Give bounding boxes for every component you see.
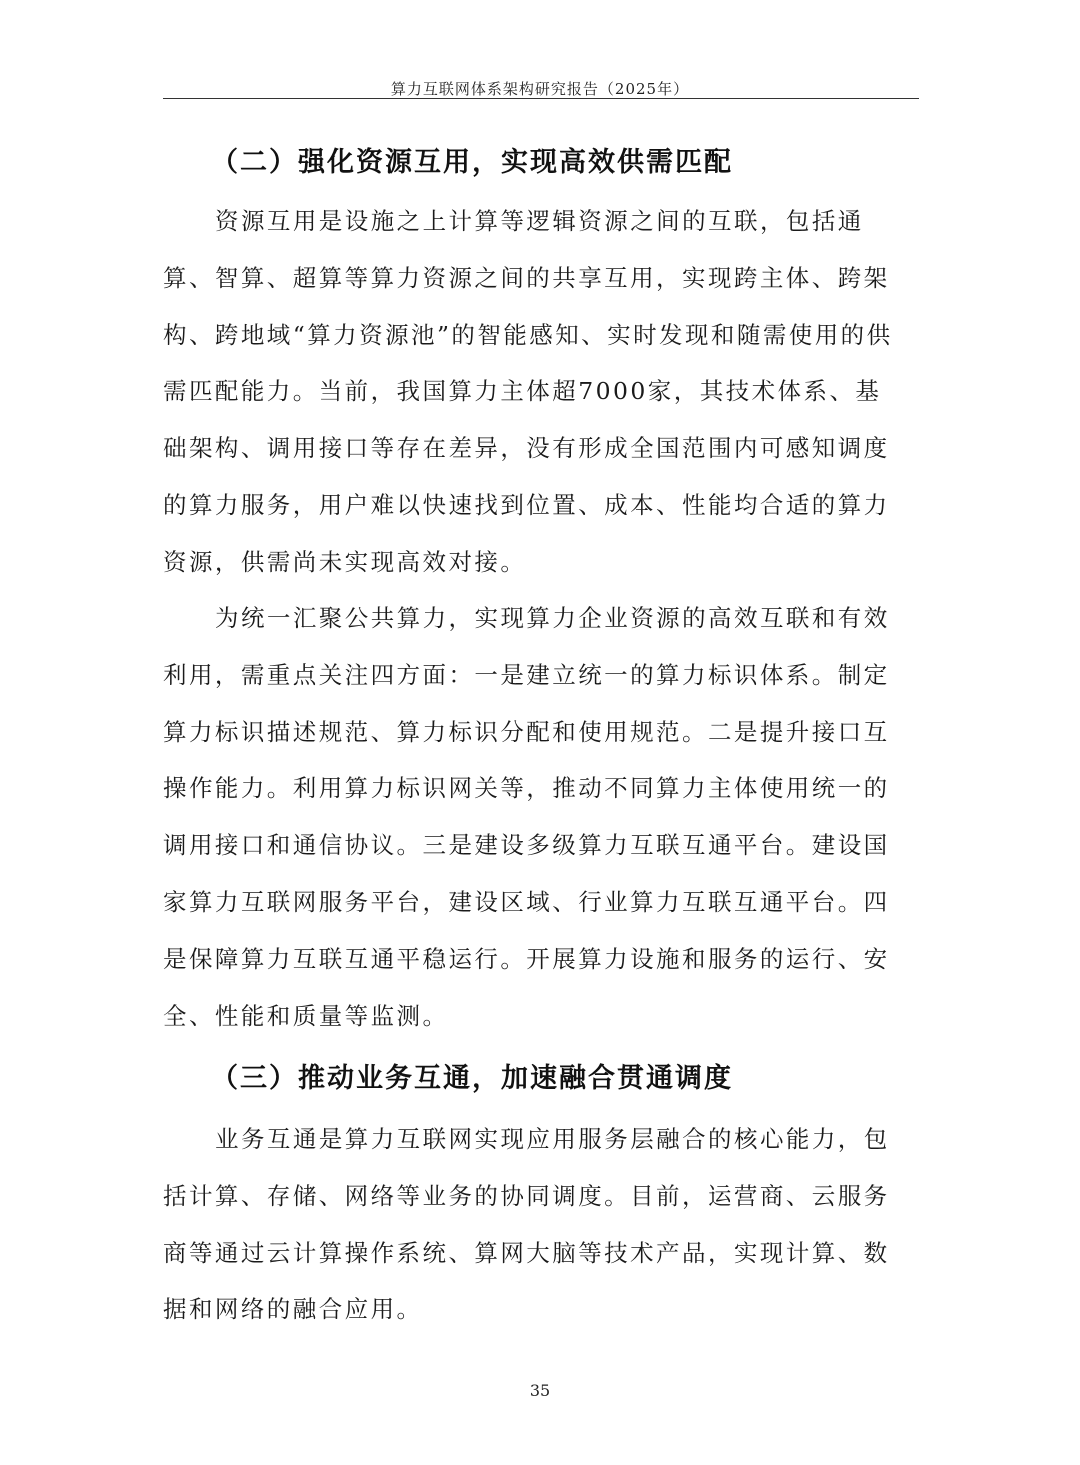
running-header-title: 算力互联网体系架构研究报告（2025年） <box>390 80 690 98</box>
paragraph-resource-interop-intro: 资源互用是设施之上计算等逻辑资源之间的互联，包括通算、智算、超算等算力资源之间的共享互用，实现跨主体、跨架构、跨地域“算力资源池”的智能感知、实时发现和随需使用的供需匹配能力。当前，我国算力主体超7000家，其技术体系、基础架构、调用接口等存在差异，没有形成全国范围内可感知调度的算力服务，用户难以快速找到位置、成本、性能均合适的算力资源，供需尚未实现高效对接。 <box>163 207 893 576</box>
paragraph-resource-interop-measures: 为统一汇聚公共算力，实现算力企业资源的高效互联和有效利用，需重点关注四方面：一是建立统一的算力标识体系。制定算力标识描述规范、算力标识分配和使用规范。二是提升接口互操作能力。利用算力标识网关等，推动不同算力主体使用统一的调用接口和通信协议。三是建设多级算力互联互通平台。建设国家算力互联网服务平台，建设区域、行业算力互联互通平台。四是保障算力互联互通平稳运行。开展算力设施和服务的运行、安全、性能和质量等监测。 <box>163 604 890 1030</box>
section-heading-resource-interop: （二）强化资源互用，实现高效供需匹配 <box>211 147 733 178</box>
paragraph-business-interop-intro: 业务互通是算力互联网实现应用服务层融合的核心能力，包括计算、存储、网络等业务的协同调度。目前，运营商、云服务商等通过云计算操作系统、算网大脑等技术产品，实现计算、数据和网络的融合应用。 <box>163 1125 890 1324</box>
section-heading-business-interop: （三）推动业务互通，加速融合贯通调度 <box>211 1063 733 1094</box>
header-divider <box>163 98 919 99</box>
page-number: 35 <box>529 1381 551 1400</box>
